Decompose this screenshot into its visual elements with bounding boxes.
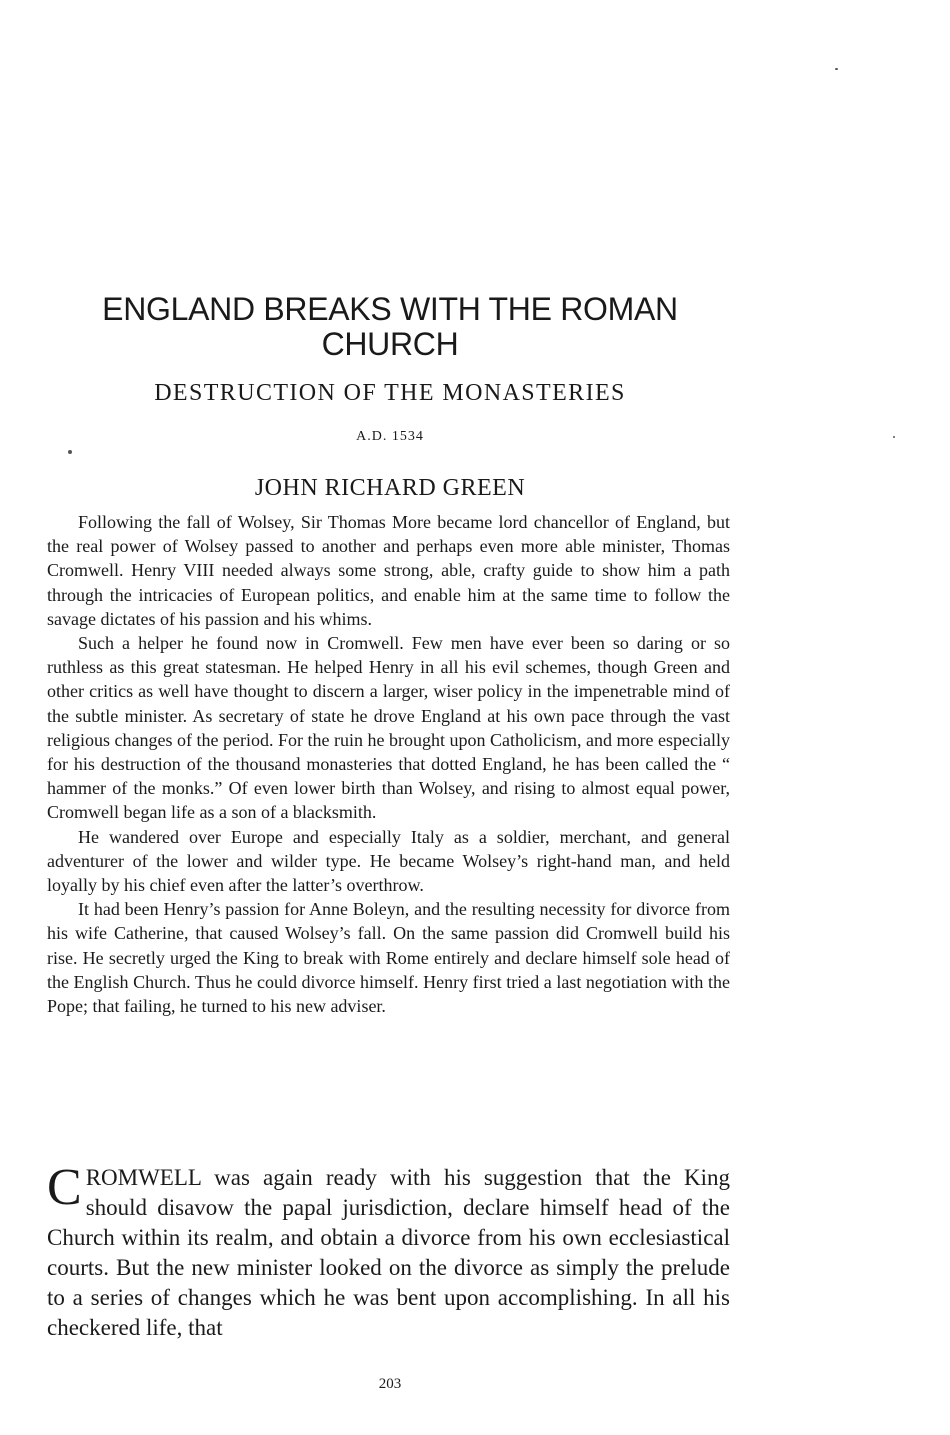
- chapter-date: A.D. 1534: [356, 429, 424, 444]
- print-speck: [68, 450, 72, 454]
- intro-paragraph: He wandered over Europe and especially Italy as a soldier, merchant, and general adventurer of the lower and wilder type. He became Wolsey’s right-hand man, and held loyally by his chief even after the latter’s overthrow.: [47, 826, 730, 896]
- print-speck: [835, 68, 838, 70]
- intro-paragraph: Such a helper he found now in Cromwell. Few men have ever been so daring or so ruthless as this great statesman. He helped Henry in all his evil schemes, though Green and other critics as well have thought to discern a larger, wiser policy in the impenetrable mind of the subtle minister. As secretary of state he drove England at his own pace through the vast religious changes of the period. For the ruin he brought upon Catholicism, and more especially for his destruction of the thousand monasteries that dotted England, he has been called the “ hammer of the monks.” Of even lower birth than Wolsey, and rising to almost equal power, Cromwell began life as a son of a blacksmith.: [47, 633, 730, 823]
- main-text: [47, 1159, 730, 1343]
- chapter-title-line-1: ENGLAND BREAKS WITH THE ROMAN: [102, 291, 678, 327]
- intro-paragraph: It had been Henry’s passion for Anne Boleyn, and the resulting necessity for divorce from his wife Catherine, that caused Wolsey’s fall. On the same passion did Cromwell build his rise. He secretly urged the King to break with Rome entirely and declare himself sole head of the English Church. Thus he could divorce himself. Henry first tried a last negotiation with the Pope; that failing, he turned to his new adviser.: [47, 899, 730, 1017]
- print-speck: [893, 436, 895, 438]
- intro-paragraph: Following the fall of Wolsey, Sir Thomas More became lord chancellor of England, but the real power of Wolsey passed to another and perhaps even more able minister, Thomas Cromwell. Henry VIII needed always some strong, able, crafty guide to show him a path through the intricacies of European politics, and enable him at the same time to follow the savage dictates of his passion and his whims.: [47, 512, 730, 629]
- page-number: 203: [378, 1376, 402, 1392]
- introduction: [47, 510, 730, 1018]
- author-name: JOHN RICHARD GREEN: [254, 475, 526, 501]
- main-text-body: ROMWELL was again ready with his suggestion that the King should disavow the papal jurisdiction, declare himself head of the Church within its realm, and obtain a divorce from his own ecclesiastical courts. But the new minister looked on the divorce as simply the prelude to a series of changes which he was bent upon accomplishing. In all his checkered life, that: [47, 1165, 730, 1340]
- chapter-title-line-2: CHURCH: [321, 326, 459, 362]
- drop-cap: C: [47, 1159, 82, 1216]
- chapter-subtitle: DESTRUCTION OF THE MONASTERIES: [154, 380, 626, 406]
